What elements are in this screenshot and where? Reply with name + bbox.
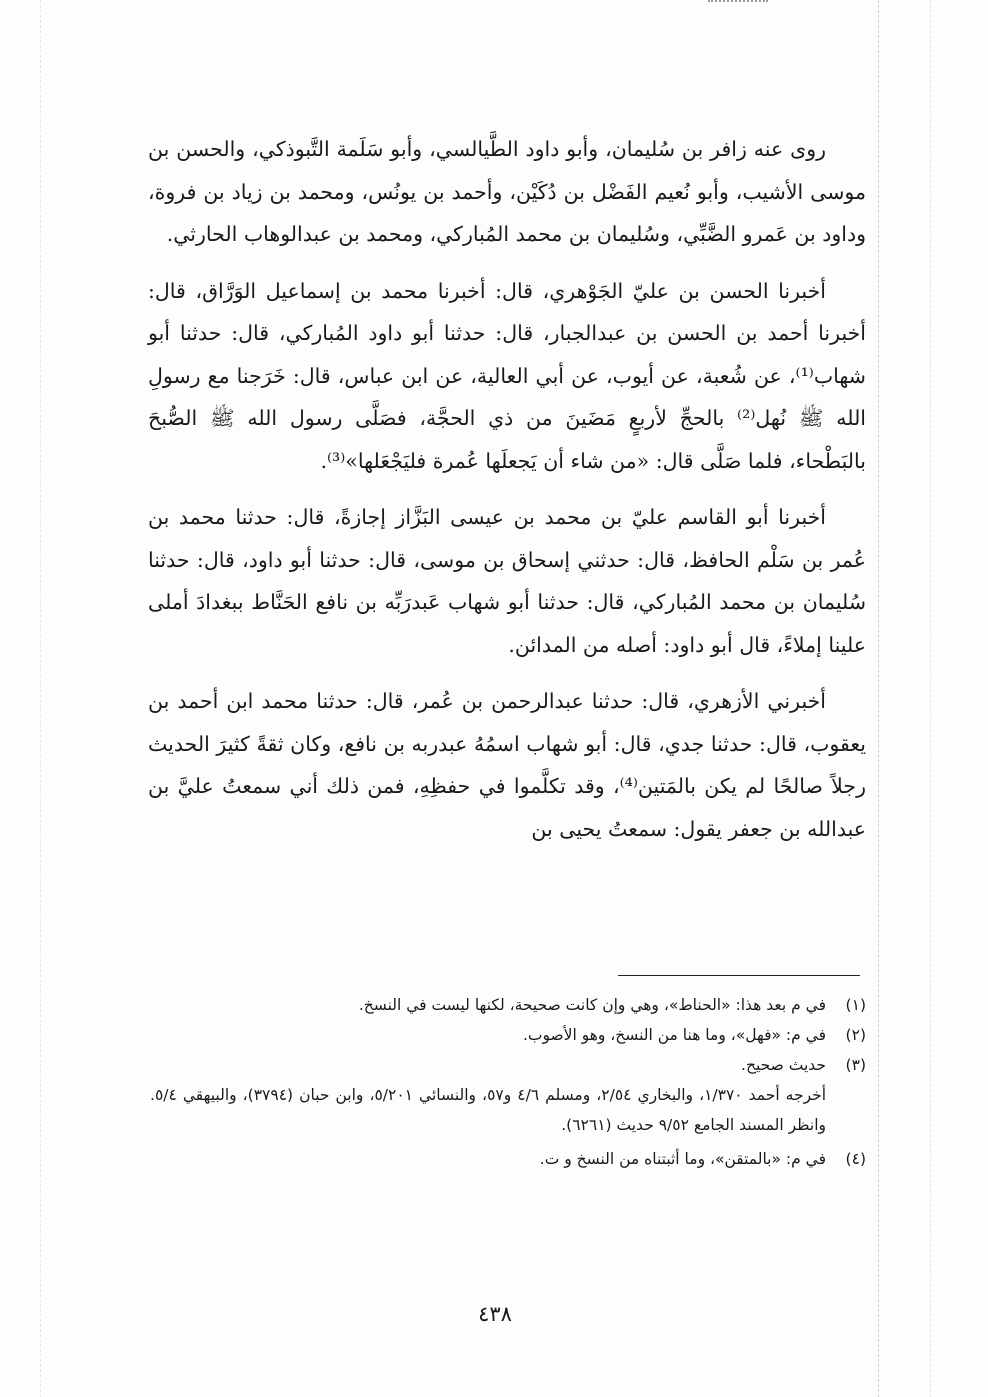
top-scan-mark bbox=[708, 0, 768, 10]
footnote-3-continuation: أخرجه أحمد ١/٣٧٠، والبخاري ٢/٥٤، ومسلم ٤/٦ و٥٧، والنسائي ٥/٢٠١، وابن حبان (٣٧٩٤)، والبيهقي ٥/٤. وانظر المسند الجامع ٩/٥٢ حديث (٦٢٦١). bbox=[150, 1086, 827, 1134]
footnote-text: في م: «بالمتقن»، وما أثبتناه من النسخ و ت. bbox=[539, 1150, 826, 1168]
footnote-text: في م بعد هذا: «الحناط»، وهي وإن كانت صحيحة، لكنها ليست في النسخ. bbox=[358, 996, 826, 1014]
footnote-number: (٤) bbox=[845, 1150, 866, 1168]
footnote-2 bbox=[150, 1020, 866, 1050]
scan-edge-right bbox=[878, 0, 879, 1397]
scan-edge-right-outer bbox=[930, 0, 931, 1397]
scan-edge-left bbox=[40, 0, 41, 1397]
main-text bbox=[148, 128, 866, 864]
footnote-divider bbox=[618, 975, 860, 976]
paragraph-4: أخبرني الأزهري، قال: حدثنا عبدالرحمن بن عُمر، قال: حدثنا محمد ابن أحمد بن يعقوب، قال: حدثنا جدي، قال: أبو شهاب اسمُهُ عبدربه بن نافع، وكان ثقةً كثيرَ الحديث رجلاً صالحًا لم يكن بالمَتين⁽⁴⁾، وقد تكلَّموا في حفظِهِ، فمن ذلك أني سمعتُ عليَّ بن عبدالله بن جعفر يقول: سمعتُ يحيى بن bbox=[148, 689, 866, 841]
footnote-number: (٣) bbox=[845, 1056, 866, 1074]
footnote-number: (٢) bbox=[845, 1026, 866, 1044]
footnote-3 bbox=[150, 1050, 866, 1080]
paragraph-1: روى عنه زافر بن سُليمان، وأبو داود الطَّيالسي، وأبو سَلَمة التَّبوذكي، والحسن بن موسى الأشيب، وأبو نُعيم الفَضْل بن دُكَيْن، وأحمد بن يونُس، ومحمد بن زياد بن فروة، وداود بن عَمرو الضَّبِّي، وسُليمان بن محمد المُباركي، ومحمد بن عبدالوهاب الحارثي. bbox=[148, 137, 866, 246]
footnote-number: (١) bbox=[845, 996, 866, 1014]
footnote-1 bbox=[150, 990, 866, 1020]
footnote-text: حديث صحيح. bbox=[741, 1056, 826, 1074]
paragraph-3: أخبرنا أبو القاسم عليّ بن محمد بن عيسى البَزَّاز إجازةً، قال: حدثنا محمد بن عُمر بن سَلْم الحافظ، قال: حدثني إسحاق بن موسى، قال: حدثنا أبو داود، قال: حدثنا سُليمان بن محمد المُباركي، قال: حدثنا أبو شهاب عَبدرَبِّه بن نافع الحَنَّاط ببغدادَ أملى علينا إملاءً، قال أبو داود: أصله من المدائن. bbox=[148, 505, 866, 657]
footnotes bbox=[150, 990, 866, 1174]
paragraph-2: أخبرنا الحسن بن عليّ الجَوْهري، قال: أخبرنا محمد بن إسماعيل الوَرَّاق، قال: أخبرنا أحمد بن الحسن بن عبدالجبار، قال: حدثنا أبو داود المُباركي، قال: حدثنا أبو شهاب⁽¹⁾، عن شُعبة، عن أيوب، عن أبي العالية، عن ابن عباس، قال: خَرَجنا مع رسولِ الله ﷺ نُهل⁽²⁾ بالحجِّ لأربعٍ مَضَينَ من ذي الحجَّة، فصَلَّى رسول الله ﷺ الصُّبحَ بالبَطْحاء، فلما صَلَّى قال: «من شاء أن يَجعلَها عُمرة فليَجْعَلها»⁽³⁾. bbox=[148, 278, 867, 473]
footnote-text: في م: «فهل»، وما هنا من النسخ، وهو الأصوب. bbox=[522, 1026, 826, 1044]
page-number: ٤٣٨ bbox=[478, 1302, 512, 1326]
footnote-4 bbox=[150, 1144, 866, 1174]
